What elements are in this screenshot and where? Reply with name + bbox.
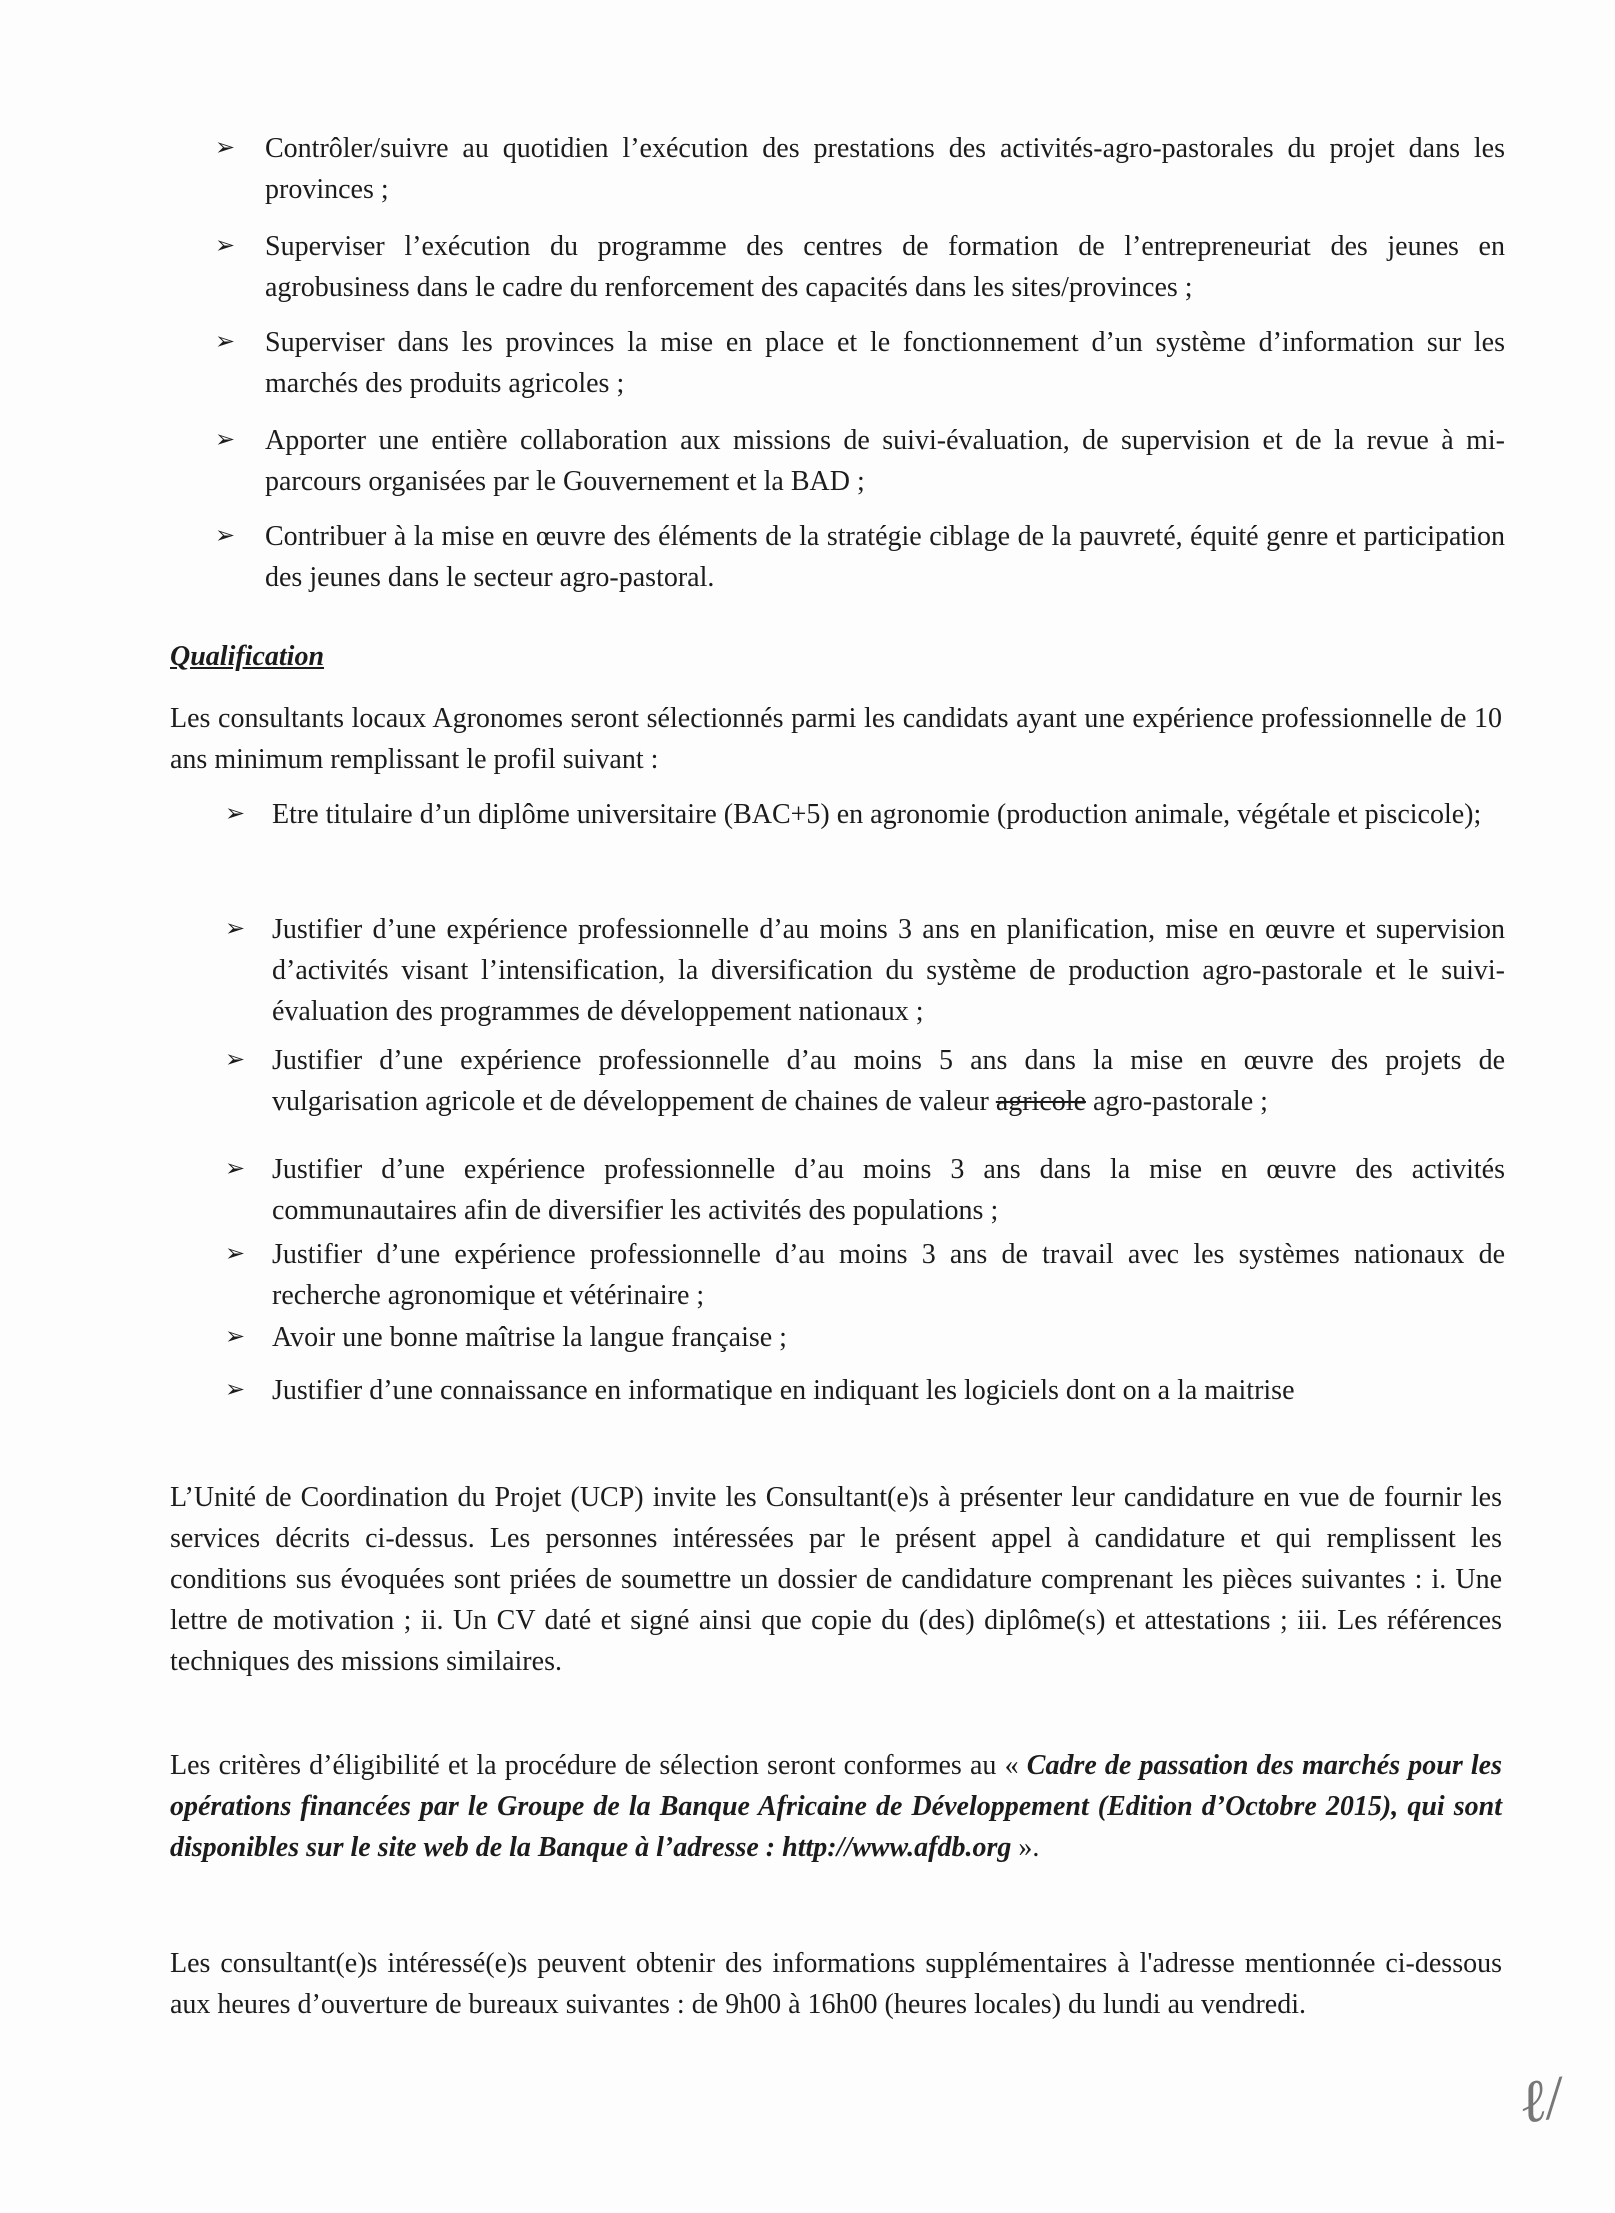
qualification-item: ➢ Justifier d’une expérience professionnelle d’au moins 5 ans dans la mise en œuvre des projets de vulgarisation agricole et de développement de chaines de valeur agricole agro-pastorale ;: [215, 1040, 1505, 1122]
arrow-bullet-icon: ➢: [215, 523, 236, 549]
arrow-bullet-icon: ➢: [215, 427, 236, 453]
arrow-bullet-icon: ➢: [225, 1377, 246, 1403]
qualification-item: ➢ Justifier d’une expérience professionnelle d’au moins 3 ans en planification, mise en œuvre et supervision d’activités visant l’intensification, la diversification du système de production agro-pastorale et le suivi-évaluation des programmes de développement nationaux ;: [215, 909, 1505, 1032]
task-item: ➢ Contrôler/suivre au quotidien l’exécution des prestations des activités-agro-pastorales du projet dans les provinces ;: [215, 128, 1505, 210]
qualification-item: ➢ Justifier d’une expérience professionnelle d’au moins 3 ans de travail avec les systèmes nationaux de recherche agronomique et vétérinaire ;: [215, 1234, 1505, 1316]
task-item: ➢ Superviser l’exécution du programme des centres de formation de l’entrepreneuriat des jeunes en agrobusiness dans le cadre du renforcement des capacités dans les sites/provinces ;: [215, 226, 1505, 308]
task-item: ➢ Superviser dans les provinces la mise en place et le fonctionnement d’un système d’information sur les marchés des produits agricoles ;: [215, 322, 1505, 404]
task-item: ➢ Contribuer à la mise en œuvre des éléments de la stratégie ciblage de la pauvreté, équité genre et participation des jeunes dans le secteur agro-pastoral.: [215, 516, 1505, 598]
arrow-bullet-icon: ➢: [225, 1156, 246, 1182]
arrow-bullet-icon: ➢: [215, 135, 236, 161]
arrow-bullet-icon: ➢: [225, 801, 246, 827]
arrow-bullet-icon: ➢: [225, 916, 246, 942]
struck-word: agricole: [995, 1086, 1086, 1117]
qualification-heading: Qualification: [170, 641, 325, 672]
contact-paragraph: Les consultant(e)s intéressé(e)s peuvent obtenir des informations supplémentaires à l'adresse mentionnée ci-dessous aux heures d’ouverture de bureaux suivantes : de 9h00 à 16h00 (heures locales) du lundi au vendredi.: [170, 1948, 1502, 2020]
task-item: ➢ Apporter une entière collaboration aux missions de suivi-évaluation, de supervision et de la revue à mi-parcours organisées par le Gouvernement et la BAD ;: [215, 420, 1505, 502]
arrow-bullet-icon: ➢: [225, 1047, 246, 1073]
qualification-item: ➢ Justifier d’une connaissance en informatique en indiquant les logiciels dont on a la maitrise: [215, 1370, 1505, 1411]
criteria-paragraph: Les critères d’éligibilité et la procédure de sélection seront conformes au « Cadre de passation des marchés pour les opérations financées par le Groupe de la Banque Africaine de Développement (Edition d’Octobre 2015), qui sont disponibles sur le site web de la Banque à l’adresse : http://www.afdb.org ».: [170, 1750, 1503, 1863]
qualification-item: ➢ Etre titulaire d’un diplôme universitaire (BAC+5) en agronomie (production animale, végétale et piscicole);: [215, 794, 1505, 835]
arrow-bullet-icon: ➢: [215, 329, 236, 355]
qualification-intro: Les consultants locaux Agronomes seront sélectionnés parmi les candidats ayant une expérience professionnelle de 10 ans minimum remplissant le profil suivant :: [170, 703, 1502, 775]
arrow-bullet-icon: ➢: [225, 1241, 246, 1267]
qualification-item: ➢ Justifier d’une expérience professionnelle d’au moins 3 ans dans la mise en œuvre des activités communautaires afin de diversifier les activités des populations ;: [215, 1149, 1505, 1231]
arrow-bullet-icon: ➢: [225, 1324, 246, 1350]
arrow-bullet-icon: ➢: [215, 233, 236, 259]
initials-mark: ℓ/: [1514, 2063, 1567, 2137]
qualification-item: ➢ Avoir une bonne maîtrise la langue française ;: [215, 1317, 1505, 1358]
ucp-paragraph: L’Unité de Coordination du Projet (UCP) invite les Consultant(e)s à présenter leur candidature en vue de fournir les services décrits ci-dessus. Les personnes intéressées par le présent appel à candidature et qui remplissent les conditions sus évoquées sont priées de soumettre un dossier de candidature comprenant les pièces suivantes : i. Une lettre de motivation ; ii. Un CV daté et signé ainsi que copie du (des) diplôme(s) et attestations ; iii. Les références techniques des missions similaires.: [170, 1482, 1502, 1677]
